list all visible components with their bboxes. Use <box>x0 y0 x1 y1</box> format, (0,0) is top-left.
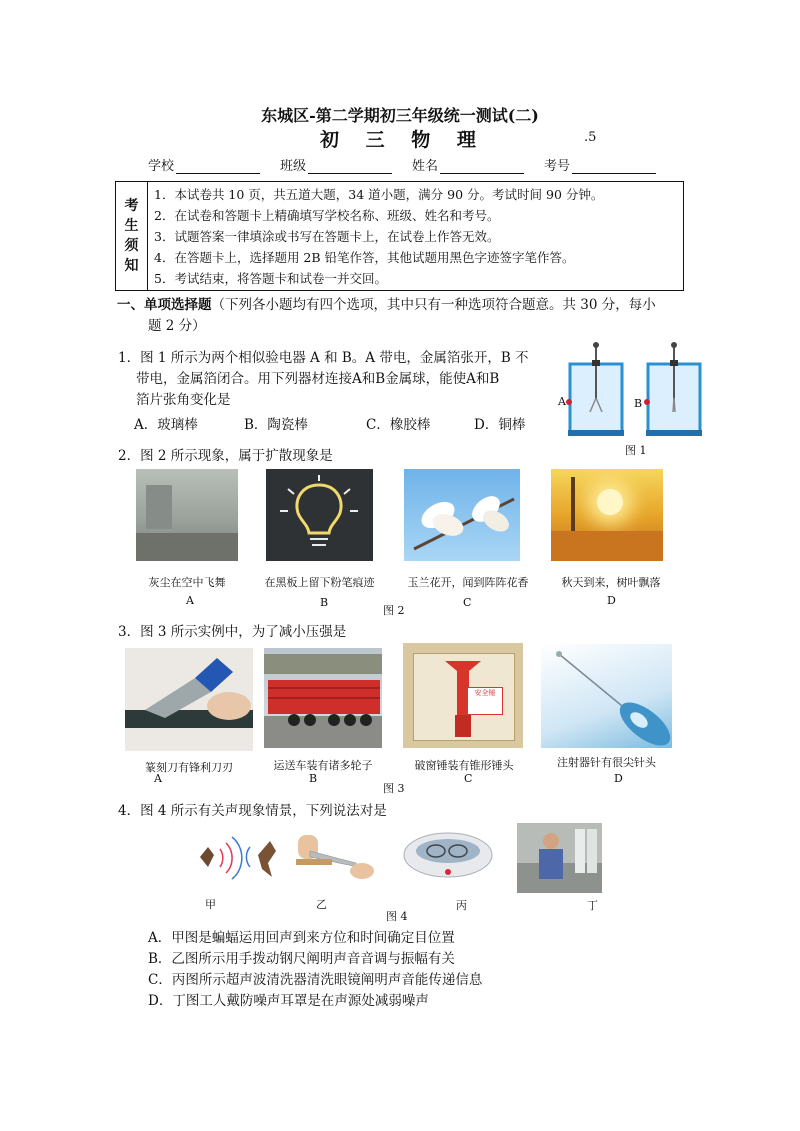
notice-heading-char: 知 <box>124 258 139 274</box>
q1-stem-line: 箔片张角变化是 <box>136 392 231 408</box>
field-label: 考号 <box>544 159 571 174</box>
q3-caption-a: 篆刻刀有锋利刀刃 <box>145 761 233 774</box>
leaf-ground-shape <box>551 531 663 561</box>
student-info-row <box>148 155 656 174</box>
subject-char: 物 <box>411 129 441 151</box>
q2-option-a[interactable]: A <box>186 594 194 607</box>
field-blank[interactable] <box>176 160 260 174</box>
figure-4-label: 图 4 <box>386 910 408 923</box>
truck-photo <box>264 648 382 748</box>
exam-title: 东城区-第二学期初三年级统一测试(二) <box>261 106 539 125</box>
factory-worker-photo <box>517 823 602 893</box>
figure-1-electroscopes <box>558 340 704 440</box>
q2-caption-b: 在黑板上留下粉笔痕迹 <box>264 576 375 589</box>
safety-hammer-sign: 安全锤 <box>467 687 503 715</box>
factory-worker-drawing <box>517 823 602 893</box>
chalkboard-photo <box>266 469 373 561</box>
exam-notice-box <box>115 181 684 291</box>
bat-echo-drawing <box>194 827 280 887</box>
q4-figure-label-yi: 乙 <box>316 898 327 911</box>
syringe-drawing <box>541 644 672 748</box>
safety-hammer-photo <box>403 643 523 748</box>
q3-option-b[interactable]: B <box>309 772 318 785</box>
building-shape <box>146 485 172 529</box>
notice-item: 4．在答题卡上，选择题用 2B 铅笔作答，其他试题用黑色字迹签字笔作答。 <box>154 250 575 265</box>
q2-stem: 2．图 2 所示现象，属于扩散现象是 <box>118 448 333 464</box>
notice-item: 2．在试卷和答题卡上精确填写学校名称、班级、姓名和考号。 <box>154 208 500 223</box>
q2-option-b[interactable]: B <box>320 596 329 609</box>
steel-ruler-drawing <box>296 829 378 889</box>
field-blank[interactable] <box>308 160 392 174</box>
notice-heading-char: 须 <box>124 238 139 254</box>
notice-heading-char: 考 <box>124 198 139 214</box>
notice-item: 3．试题答案一律填涂或书写在答题卡上，在试卷上作答无效。 <box>154 229 500 244</box>
q1-option-b[interactable]: B．陶瓷棒 <box>244 417 308 433</box>
q2-caption-d: 秋天到来，树叶飘落 <box>561 576 661 589</box>
notice-item: 5．考试结束，将答题卡和试卷一并交回。 <box>154 271 387 286</box>
q3-caption-c: 破窗锤装有锥形锤头 <box>414 759 514 772</box>
section-heading <box>117 295 656 315</box>
autumn-leaves-photo <box>551 469 663 561</box>
q3-option-c[interactable]: C <box>464 772 473 785</box>
q1-stem-line: 带电，金属箔闭合。用下列器材连接A和B金属球，能使A和B <box>136 371 500 387</box>
dust-photo <box>136 469 238 561</box>
q1-option-a[interactable]: A．玻璃棒 <box>134 417 198 433</box>
lightbulb-chalk-drawing <box>266 469 373 561</box>
electroscope-a-label: A <box>558 395 566 408</box>
section-heading-desc: （下列各小题均有四个选项，其中只有一种选项符合题意。共 30 分，每小 <box>211 297 656 313</box>
field-blank[interactable] <box>440 160 524 174</box>
q4-stem: 4．图 4 所示有关声现象情景，下列说法对是 <box>118 803 387 819</box>
sun-shape <box>597 489 623 515</box>
truck-drawing <box>264 648 382 748</box>
q3-option-a[interactable]: A <box>154 772 162 785</box>
figure-2-label: 图 2 <box>383 604 405 617</box>
section-heading-line2: 题 2 分） <box>148 318 206 334</box>
tree-trunk-shape <box>571 477 575 533</box>
subject-char: 三 <box>365 129 395 151</box>
q2-option-c[interactable]: C <box>463 596 472 609</box>
q4-option-d[interactable]: D．丁图工人戴防噪声耳罩是在声源处减弱噪声 <box>148 993 429 1009</box>
q1-stem-line: 1．图 1 所示为两个相似验电器 A 和 B。A 带电，金属箔张开，B 不 <box>118 350 529 366</box>
q4-option-c[interactable]: C．丙图所示超声波清洗器清洗眼镜阐明声音能传递信息 <box>148 972 483 988</box>
subject-title <box>320 125 486 152</box>
section-heading-bold: 一、单项选择题 <box>117 297 212 313</box>
ultrasonic-cleaner-drawing <box>398 829 497 883</box>
subject-char: 初 <box>320 129 350 151</box>
figure-1-label: 图 1 <box>625 444 647 457</box>
q4-option-b[interactable]: B．乙图所示用手拨动钢尺阐明声音音调与振幅有关 <box>148 951 455 967</box>
class-field[interactable] <box>280 155 392 174</box>
field-label: 学校 <box>148 159 175 174</box>
field-label: 班级 <box>280 159 307 174</box>
ground-shape <box>136 533 238 561</box>
q1-option-d[interactable]: D．铜棒 <box>474 417 526 433</box>
notice-item: 1．本试卷共 10 页，共五道大题，34 道小题，满分 90 分。考试时间 90 分钟。 <box>154 187 604 202</box>
q4-figure-label-ding: 丁 <box>587 899 598 912</box>
magnolia-photo <box>404 469 520 561</box>
field-label: 姓名 <box>412 159 439 174</box>
field-blank[interactable] <box>572 160 656 174</box>
exam-date: .5 <box>584 130 597 145</box>
q2-option-d[interactable]: D <box>607 594 616 607</box>
bat-echo-figure <box>194 827 280 887</box>
ultrasonic-cleaner-figure <box>398 829 497 883</box>
q4-figure-label-jia: 甲 <box>205 898 216 911</box>
q3-caption-b: 运送车装有诸多轮子 <box>273 759 373 772</box>
q3-stem: 3．图 3 所示实例中，为了减小压强是 <box>118 624 347 640</box>
steel-ruler-figure <box>296 829 378 889</box>
carving-knife-photo <box>125 648 253 751</box>
figure-3-label: 图 3 <box>383 782 405 795</box>
q4-figure-label-bing: 丙 <box>456 899 467 912</box>
carving-knife-drawing <box>125 648 253 751</box>
electroscope-b-label: B <box>634 397 643 410</box>
q2-caption-a: 灰尘在空中飞舞 <box>148 576 226 589</box>
syringe-photo <box>541 644 672 748</box>
electroscope-drawing <box>558 340 704 440</box>
school-field[interactable] <box>148 155 260 174</box>
exam-number-field[interactable] <box>544 155 656 174</box>
notice-heading <box>116 182 148 290</box>
safety-hammer-drawing <box>403 643 523 748</box>
magnolia-flowers-drawing <box>404 469 520 561</box>
notice-list <box>154 184 603 289</box>
q3-option-d[interactable]: D <box>614 772 623 785</box>
name-field[interactable] <box>412 155 524 174</box>
q3-caption-d: 注射器针有很尖针头 <box>557 756 656 769</box>
q2-caption-c: 玉兰花开，闻到阵阵花香 <box>407 576 529 589</box>
subject-char: 理 <box>456 129 486 151</box>
notice-heading-char: 生 <box>124 218 139 234</box>
q4-option-a[interactable]: A．甲图是蝙蝠运用回声到来方位和时间确定目位置 <box>148 930 455 946</box>
q1-option-c[interactable]: C．橡胶棒 <box>366 417 431 433</box>
